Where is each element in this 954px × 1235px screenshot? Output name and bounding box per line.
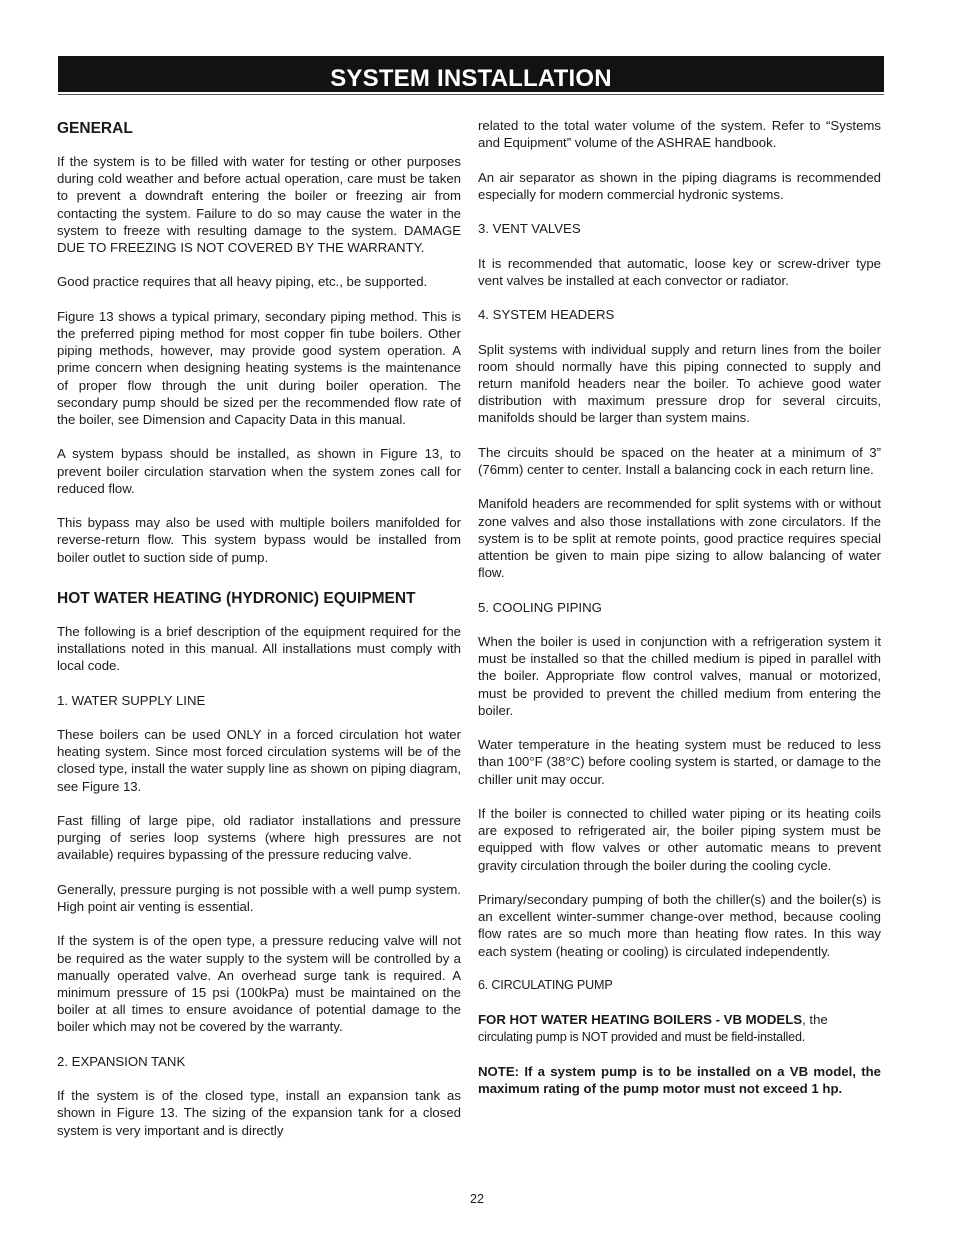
item-5-paragraph-3: If the boiler is connected to chilled water piping or its heating coils are exposed to refrigerated air, the boiler piping system must be equipped with flow valves or other automatic means to prevent gravity circulation through the boiler during the cooling cycle. bbox=[478, 805, 881, 873]
general-paragraph-3: Figure 13 shows a typical primary, secondary piping method. This is the preferred piping method for most copper fin tube boilers. Other piping methods, however, may provide good system operation. A prime concern when designing heating systems is the maintenance of proper flow through the unit during boiler operation. The secondary pump should be sized per the recommended flow rate of the boiler, see Dimension and Capacity Data in this manual. bbox=[57, 308, 461, 428]
item-2-continued: related to the total water volume of the system. Refer to “Systems and Equipment” volume of the ASHRAE handbook. bbox=[478, 118, 881, 151]
item-5-paragraph-2: Water temperature in the heating system must be reduced to less than 100°F (38°C) before cooling system is started, or damage to the chiller unit may occur. bbox=[478, 737, 881, 787]
item-3-paragraph-1: It is recommended that automatic, loose key or screw-driver type vent valves be installed at each convector or radiator. bbox=[478, 255, 881, 288]
general-heading: GENERAL bbox=[57, 120, 133, 137]
left-column bbox=[57, 113, 461, 1156]
item-6-note: NOTE: If a system pump is to be installed on a VB model, the maximum rating of the pump motor must not exceed 1 hp. bbox=[478, 1063, 881, 1097]
item-2-paragraph-1: If the system is of the closed type, install an expansion tank as shown in Figure 13. The sizing of the expansion tank for a closed system is very important and is directly bbox=[57, 1088, 461, 1138]
right-column bbox=[478, 117, 881, 1115]
item-3-title: 3. VENT VALVES bbox=[478, 221, 581, 237]
item-1-paragraph-4: If the system is of the open type, a pressure reducing valve will not be required as the water supply to the system will be controlled by a manually operated valve. An overhead surge tank is required. A minimum pressure of 15 psi (100kPa) must be maintained on the boiler at all times to ensure avoidance of potential damage to the boiler which may not be covered by the warranty. bbox=[57, 933, 461, 1035]
item-6-lead-rest: , the bbox=[802, 1012, 828, 1028]
item-5-paragraph-4: Primary/secondary pumping of both the chiller(s) and the boiler(s) is an excellent winter-summer change-over method, because cooling flow rates are so much more than heating flow rates. In this way each system (heating or cooling) is circulated independently. bbox=[478, 891, 881, 959]
hydronic-intro: The following is a brief description of the equipment required for the installations noted in this manual. All installations must comply with local code. bbox=[57, 623, 461, 674]
item-4-paragraph-1: Split systems with individual supply and return lines from the boiler room should normally have this piping connected to supply and return manifold headers near the boiler. To achieve good water distribution with maximum pressure drop for several circuits, manifolds should be larger than system mains. bbox=[478, 341, 881, 426]
item-5-title: 5. COOLING PIPING bbox=[478, 599, 602, 615]
title-divider bbox=[58, 94, 884, 95]
item-4-paragraph-3: Manifold headers are recommended for split systems with or without zone valves and also those installations with zone circulators. If the system is to be split at remote points, good practice requires special attention be given to main pipe sizing to allow balancing of water flow. bbox=[478, 496, 881, 581]
item-4-paragraph-2: The circuits should be spaced on the heater at a minimum of 3” (76mm) center to center. Install a balancing cock in each return line. bbox=[478, 444, 881, 477]
item-5-paragraph-1: When the boiler is used in conjunction with a refrigeration system it must be installed so that the chilled medium is piped in parallel with the boiler. Appropriate flow control valves, manual or motorized, must be provided to prevent the chilled medium from entering the boiler. bbox=[478, 633, 881, 718]
general-paragraph-1: If the system is to be filled with water for testing or other purposes during cold weather and before actual operation, care must be taken to prevent a downdraft entering the boiler or freezing air from contacting the system. Failure to do so may cause the water in the system to freeze with resulting damage to the system. DAMAGE DUE TO FREEZING IS NOT COVERED BY THE WARRANTY. bbox=[57, 154, 461, 256]
hydronic-heading: HOT WATER HEATING (HYDRONIC) EQUIPMENT bbox=[57, 589, 416, 607]
item-6-paragraph-1 bbox=[478, 1011, 881, 1028]
item-6-paragraph-2: circulating pump is NOT provided and must be field-installed. bbox=[478, 1029, 806, 1044]
item-1-paragraph-3: Generally, pressure purging is not possible with a well pump system. High point air venting is essential. bbox=[57, 881, 461, 914]
item-1-paragraph-2: Fast filling of large pipe, old radiator installations and pressure purging of series loop systems (where high pressures are not available) requires bypassing of the pressure reducing valve. bbox=[57, 813, 461, 863]
general-paragraph-4: A system bypass should be installed, as shown in Figure 13, to prevent boiler circulation starvation when the system zones call for reduced flow. bbox=[57, 446, 461, 496]
item-2-paragraph-2: An air separator as shown in the piping diagrams is recommended especially for modern commercial hydronic systems. bbox=[478, 169, 881, 202]
item-1-title: 1. WATER SUPPLY LINE bbox=[57, 692, 206, 708]
general-paragraph-2: Good practice requires that all heavy piping, etc., be supported. bbox=[57, 274, 428, 290]
page-number: 22 bbox=[470, 1192, 484, 1206]
item-1-paragraph-1: These boilers can be used ONLY in a forced circulation hot water heating system. Since most forced circulation systems will be of the closed type, install the water supply line as shown on piping diagram, see Figure 13. bbox=[57, 727, 461, 794]
page-title: SYSTEM INSTALLATION bbox=[58, 56, 884, 92]
general-paragraph-5: This bypass may also be used with multiple boilers manifolded for reverse-return flow. This system bypass would be installed from boiler outlet to suction side of pump. bbox=[57, 515, 461, 565]
item-4-title: 4. SYSTEM HEADERS bbox=[478, 307, 615, 323]
item-6-bold-lead: FOR HOT WATER HEATING BOILERS - VB MODELS bbox=[478, 1012, 803, 1028]
item-6-title: 6. CIRCULATING PUMP bbox=[478, 977, 613, 992]
item-2-title: 2. EXPANSION TANK bbox=[57, 1053, 186, 1069]
